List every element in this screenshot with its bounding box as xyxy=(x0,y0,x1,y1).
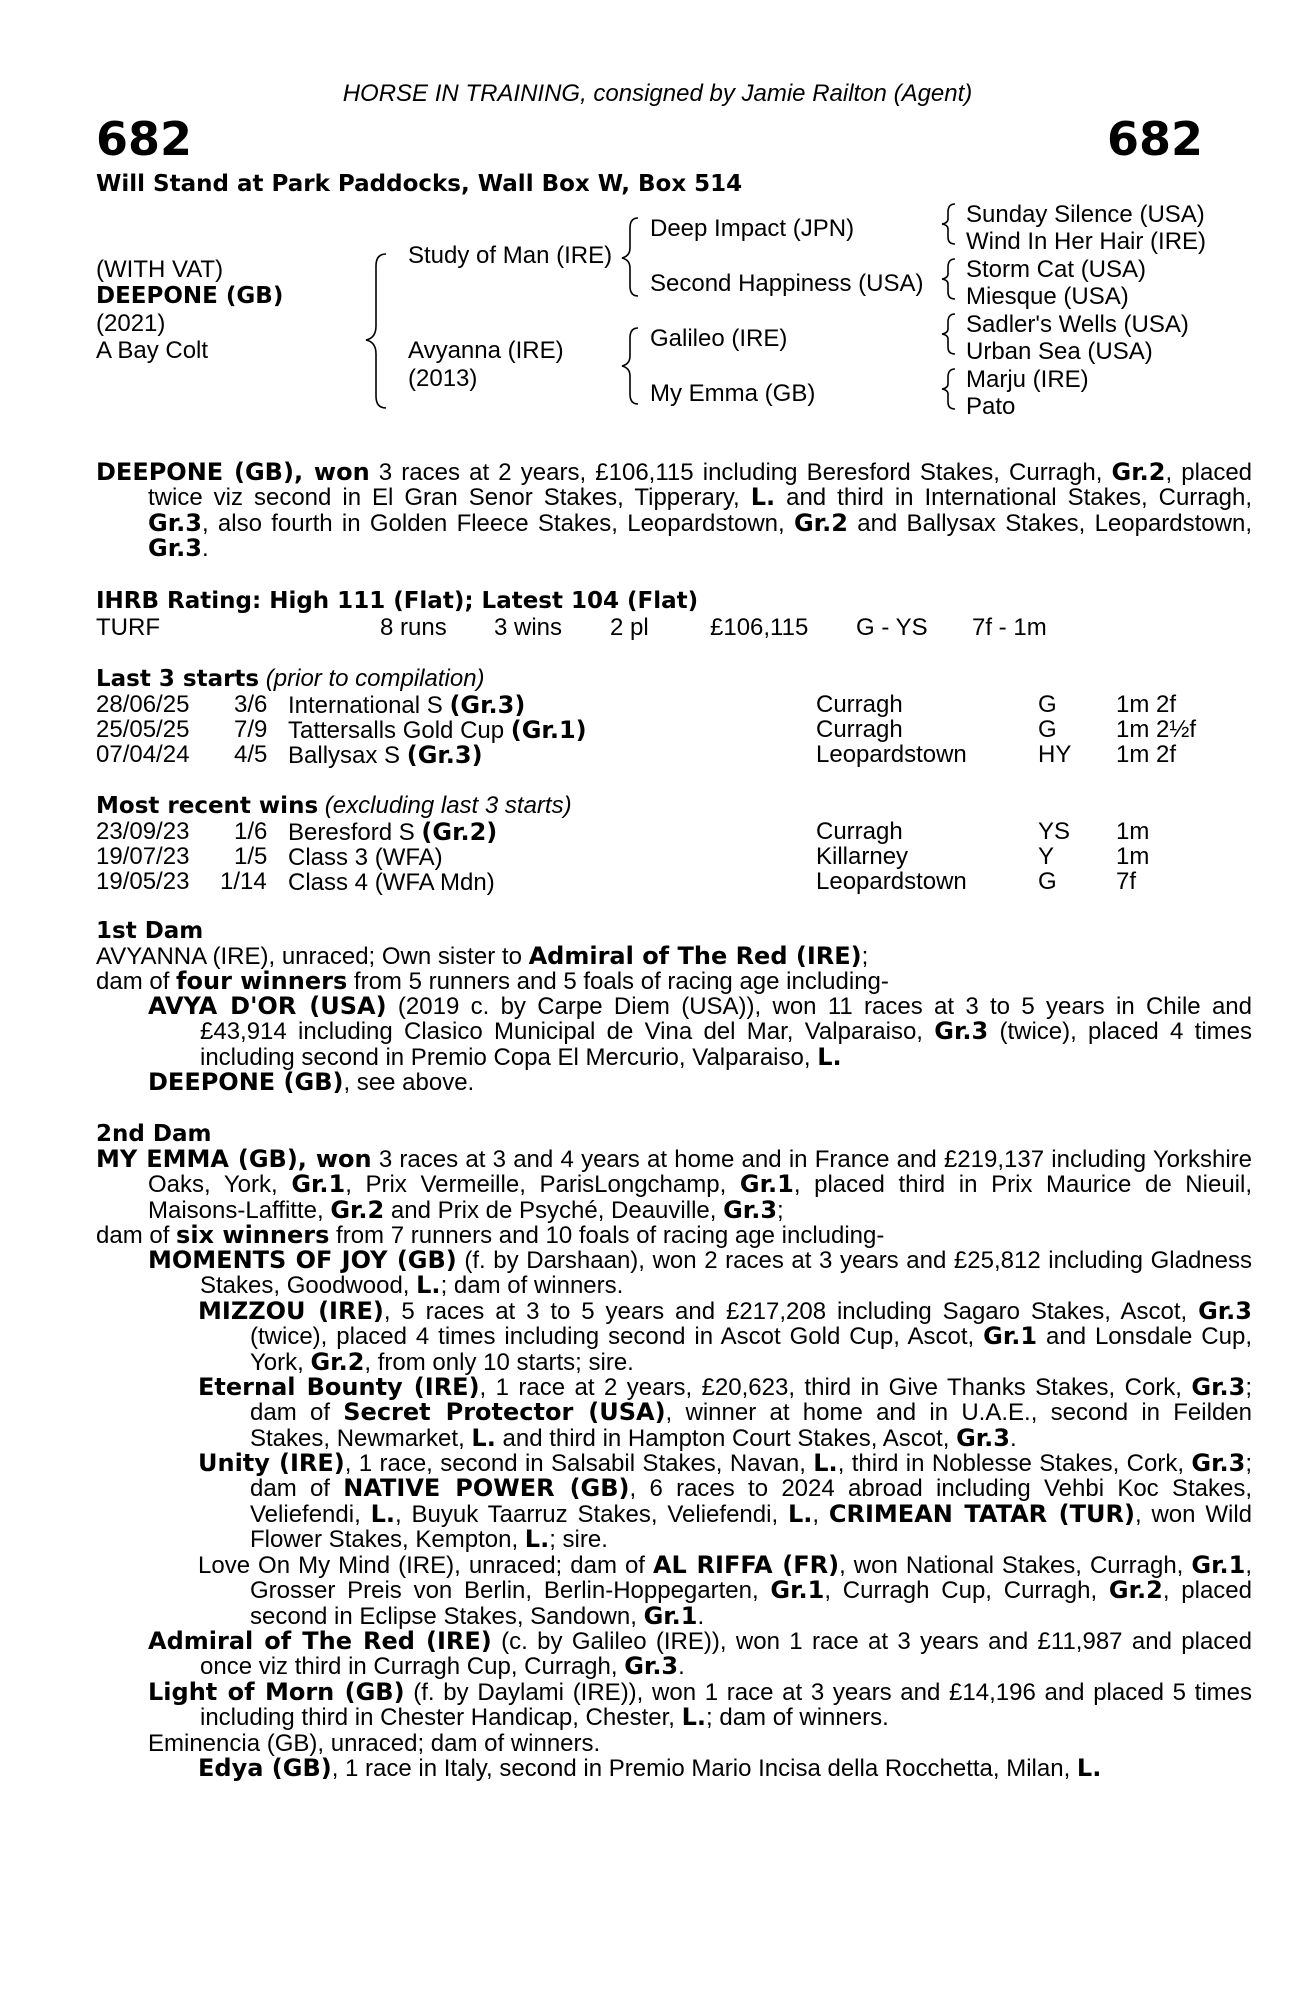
entry-text: ; sire. xyxy=(549,1526,608,1554)
horse-name: Edya (GB) xyxy=(198,1754,332,1782)
first-dam-produce-line xyxy=(96,969,889,994)
horse-description: A Bay Colt xyxy=(96,337,209,364)
produce-entry xyxy=(148,1070,474,1095)
sire-dam: Second Happiness (USA) xyxy=(650,270,924,297)
entry-text: (f. by Daylami (IRE)), won 1 race at 3 years and £14,196 and placed 5 times including third in Chester Handicap, Chester, xyxy=(200,1679,1253,1732)
lot-number-left: 682 xyxy=(96,112,193,166)
grade-label: Gr.2 xyxy=(1111,458,1166,486)
cell-position: 1/14 xyxy=(220,868,267,895)
grade-label: Gr.3 xyxy=(148,534,202,563)
dam-text: from 5 runners and 5 foals of racing age including- xyxy=(347,968,889,995)
grade-label: L. xyxy=(813,1449,838,1477)
section-heading: Last 3 starts xyxy=(96,666,260,692)
second-dam-heading: 2nd Dam xyxy=(96,1121,212,1147)
grade-label: L. xyxy=(681,1703,707,1732)
cell-going: G xyxy=(1038,716,1057,743)
race-name: Tattersalls Gold Cup xyxy=(288,717,511,744)
gen3-6: Urban Sea (USA) xyxy=(966,338,1153,365)
produce-entry xyxy=(198,1756,1101,1781)
entry-text: , Buyuk Taarruz Stakes, Veliefendi, xyxy=(395,1500,788,1528)
rating-surface: TURF xyxy=(96,614,160,641)
race-name: Ballysax S xyxy=(288,742,407,769)
summary-text: , placed twice viz second in El Gran Senor Stakes, Tipperary, xyxy=(148,459,1253,512)
race-grade: (Gr.3) xyxy=(406,741,483,769)
gen3-4: Miesque (USA) xyxy=(966,283,1129,310)
grade-label: Gr.3 xyxy=(148,508,202,537)
cell-position: 1/5 xyxy=(234,843,268,870)
grade-label: Gr.1 xyxy=(770,1576,825,1605)
entry-text: . xyxy=(1010,1424,1017,1452)
rating-wins: 3 wins xyxy=(494,614,563,641)
horse-year: (2021) xyxy=(96,310,166,337)
grade-label: Gr.3 xyxy=(624,1652,679,1681)
cell-course: Curragh xyxy=(816,716,903,743)
gen3-3: Storm Cat (USA) xyxy=(966,256,1147,283)
horse-name: MOMENTS OF JOY (GB) xyxy=(148,1246,457,1274)
grade-label: L. xyxy=(817,1042,842,1071)
cell-going: YS xyxy=(1038,818,1071,845)
summary-text: . xyxy=(201,535,209,563)
entry-text: , from only 10 starts; sire. xyxy=(364,1348,634,1376)
cell-date: 19/05/23 xyxy=(96,868,190,895)
race-name: International S xyxy=(288,692,450,719)
grade-label: L. xyxy=(370,1499,396,1528)
produce-entry xyxy=(148,994,1252,1070)
horse-name: Light of Morn (GB) xyxy=(148,1678,405,1706)
entry-text: , Grosser Preis von Berlin, Berlin-Hoppegarten, xyxy=(250,1552,1252,1605)
entry-text: ; dam of xyxy=(250,1450,1252,1503)
summary-horse-name: DEEPONE (GB) xyxy=(96,458,294,486)
race-name: Class 4 (WFA Mdn) xyxy=(288,869,495,896)
entry-text: and Prix de Psyché, Deauville, xyxy=(384,1196,724,1224)
entry-text: , placed third in Prix Maurice de Nieuil, Maisons-Laffitte, xyxy=(148,1171,1253,1224)
race-name: Beresford S xyxy=(288,819,422,846)
produce-entry xyxy=(198,1553,1252,1629)
grade-label: Gr.2 xyxy=(330,1195,385,1224)
entry-text: , 1 race, second in Salsabil Stakes, Navan, xyxy=(344,1450,814,1477)
cell-race xyxy=(288,868,495,897)
cell-date: 28/06/25 xyxy=(96,691,190,718)
rating-heading: IHRB Rating: High 111 (Flat); Latest 104 (Flat) xyxy=(96,588,699,614)
cell-date: 19/07/23 xyxy=(96,843,190,870)
entry-text: and third in Hampton Court Stakes, Ascot, xyxy=(495,1424,957,1452)
horse-name: AVYA D'OR (USA) xyxy=(148,992,387,1020)
dam-text: from 7 runners and 10 foals of racing age including- xyxy=(329,1222,885,1249)
horse-name: Secret Protector (USA) xyxy=(343,1398,666,1427)
entry-text: , third in Noblesse Stakes, Cork, xyxy=(837,1450,1192,1477)
race-grade: (Gr.3) xyxy=(449,691,526,719)
first-dam-heading: 1st Dam xyxy=(96,918,204,944)
entry-text: Love On My Mind (IRE), unraced; dam of xyxy=(198,1552,653,1579)
cell-position: 4/5 xyxy=(234,741,268,768)
grade-label: Gr.1 xyxy=(643,1601,698,1630)
entry-text: , won National Stakes, Curragh, xyxy=(839,1552,1192,1579)
entry-text: , 6 races to 2024 abroad including Vehbi Koc Stakes, Veliefendi, xyxy=(250,1475,1252,1528)
race-grade: (Gr.1) xyxy=(510,716,587,744)
rating-placed: 2 pl xyxy=(610,614,649,641)
horse-name: DEEPONE (GB) xyxy=(148,1068,344,1096)
entry-text: ; xyxy=(777,1196,784,1224)
recent-wins-heading xyxy=(96,793,572,819)
summary-won: , won xyxy=(293,458,370,486)
cell-position: 7/9 xyxy=(234,716,268,743)
dam-text: dam of xyxy=(96,968,177,995)
cell-going: G xyxy=(1038,868,1057,895)
rating-earnings: £106,115 xyxy=(710,614,809,641)
entry-text: , 5 races at 3 to 5 years and £217,208 including Sagaro Stakes, Ascot, xyxy=(383,1298,1199,1325)
produce-entry xyxy=(198,1299,1252,1375)
section-note: (excluding last 3 starts) xyxy=(318,792,572,819)
cell-distance: 1m 2½f xyxy=(1116,716,1197,743)
dam-dam: My Emma (GB) xyxy=(650,380,816,407)
cell-distance: 1m xyxy=(1116,818,1150,845)
entry-text: 3 races at 3 and 4 years at home and in France and £219,137 including Yorkshire Oaks, York, xyxy=(148,1146,1253,1199)
cell-course: Leopardstown xyxy=(816,741,967,768)
grade-label: Gr.2 xyxy=(1108,1576,1163,1605)
grade-label: Gr.2 xyxy=(310,1347,365,1376)
produce-entry xyxy=(198,1451,1252,1553)
cell-distance: 1m xyxy=(1116,843,1150,870)
cell-course: Leopardstown xyxy=(816,868,967,895)
first-dam-line xyxy=(96,944,868,969)
cell-going: HY xyxy=(1038,741,1072,768)
grade-label: Gr.3 xyxy=(1191,1449,1246,1477)
horse-name: AL RIFFA (FR) xyxy=(652,1551,840,1579)
entry-text: ; dam of winners. xyxy=(440,1272,624,1300)
horse-name: CRIMEAN TATAR (TUR) xyxy=(828,1499,1135,1528)
entry-text: and Lonsdale Cup, York, xyxy=(250,1323,1252,1376)
sire-sire: Deep Impact (JPN) xyxy=(650,215,855,242)
grade-label: L. xyxy=(787,1499,813,1528)
horse-name: Admiral of The Red (IRE) xyxy=(528,942,862,970)
second-dam-produce-line xyxy=(96,1223,884,1248)
grade-label: Gr.1 xyxy=(739,1170,794,1199)
horse-name: Eternal Bounty (IRE) xyxy=(198,1373,480,1401)
dam-text: AVYANNA (IRE), unraced; Own sister to xyxy=(96,943,529,970)
race-grade: (Gr.2) xyxy=(421,818,498,846)
cell-distance: 7f xyxy=(1116,868,1137,895)
cell-race xyxy=(288,741,483,770)
grade-label: L. xyxy=(524,1525,550,1554)
consignment-banner: HORSE IN TRAINING, consigned by Jamie Railton (Agent) xyxy=(342,80,973,107)
summary-text: 3 races at 2 years, £106,115 including Beresford Stakes, Curragh, xyxy=(369,459,1112,486)
entry-text: (twice), placed 4 times including second in Ascot Gold Cup, Ascot, xyxy=(250,1323,984,1351)
last3-heading xyxy=(96,666,485,692)
produce-entry: Eminencia (GB), unraced; dam of winners. xyxy=(148,1730,601,1757)
entry-text: , Curragh Cup, Curragh, xyxy=(824,1577,1109,1605)
grade-label: Gr.3 xyxy=(934,1017,989,1046)
second-dam-record xyxy=(96,1147,1252,1223)
grade-label: L. xyxy=(416,1271,441,1300)
grade-label: L. xyxy=(471,1423,496,1452)
produce-entry xyxy=(148,1629,1252,1680)
winner-count: six winners xyxy=(176,1221,330,1249)
cell-course: Killarney xyxy=(816,843,909,870)
cell-date: 23/09/23 xyxy=(96,818,190,845)
entry-text: , 1 race in Italy, second in Premio Mario Incisa della Rocchetta, Milan, xyxy=(331,1755,1077,1782)
grade-label: L. xyxy=(1076,1754,1102,1782)
cell-going: G xyxy=(1038,691,1057,718)
stand-location: Will Stand at Park Paddocks, Wall Box W, Box 514 xyxy=(96,171,743,197)
grade-label: Gr.3 xyxy=(723,1195,778,1224)
winner-count: four winners xyxy=(176,967,348,995)
race-summary xyxy=(96,460,1252,562)
grade-label: Gr.3 xyxy=(1191,1373,1246,1401)
race-name: Class 3 (WFA) xyxy=(288,844,443,871)
entry-text: , see above. xyxy=(343,1069,475,1096)
cell-distance: 1m 2f xyxy=(1116,691,1177,718)
dam-text: ; xyxy=(861,943,869,970)
dam-year: (2013) xyxy=(408,365,478,392)
entry-text: , 1 race at 2 years, £20,623, third in Give Thanks Stakes, Cork, xyxy=(479,1374,1192,1401)
entry-text: . xyxy=(678,1653,685,1681)
entry-text: , won Wild Flower Stakes, Kempton, xyxy=(250,1500,1252,1554)
summary-text: , also fourth in Golden Fleece Stakes, Leopardstown, xyxy=(201,509,794,537)
vat-note: (WITH VAT) xyxy=(96,256,224,283)
produce-entry xyxy=(148,1680,1252,1731)
dam-sire: Galileo (IRE) xyxy=(650,325,788,352)
entry-text: , Prix Vermeille, ParisLongchamp, xyxy=(345,1171,740,1199)
won-label: , won xyxy=(297,1145,372,1173)
dam-text: dam of xyxy=(96,1222,177,1249)
rating-distance: 7f - 1m xyxy=(972,614,1047,641)
entry-text: , xyxy=(812,1500,829,1528)
cell-date: 07/04/24 xyxy=(96,741,190,768)
pedigree-braces xyxy=(0,0,1315,430)
cell-position: 1/6 xyxy=(234,818,268,845)
entry-text: (f. by Darshaan), won 2 races at 3 years and £25,812 including Gladness Stakes, Goodwood, xyxy=(200,1247,1253,1300)
grade-label: Gr.1 xyxy=(1191,1551,1246,1579)
lot-number-right: 682 xyxy=(1106,112,1203,166)
horse-name: Admiral of The Red (IRE) xyxy=(148,1627,492,1655)
summary-text: and third in International Stakes, Curragh, xyxy=(775,484,1252,512)
cell-course: Curragh xyxy=(816,818,903,845)
grade-label: Gr.1 xyxy=(983,1322,1038,1351)
entry-text: (twice), placed 4 times including second in Premio Copa El Mercurio, Valparaiso, xyxy=(200,1018,1252,1071)
rating-going: G - YS xyxy=(856,614,928,641)
entry-text: ; dam of winners. xyxy=(706,1704,889,1732)
produce-entry xyxy=(198,1375,1252,1451)
section-note: (prior to compilation) xyxy=(259,665,485,692)
grade-label: Gr.1 xyxy=(291,1170,346,1199)
grade-label: L. xyxy=(750,483,776,512)
grade-label: Gr.3 xyxy=(1198,1297,1252,1325)
horse-name: NATIVE POWER (GB) xyxy=(343,1474,630,1503)
grade-label: Gr.2 xyxy=(793,508,848,537)
cell-position: 3/6 xyxy=(234,691,268,718)
entry-text: . xyxy=(697,1602,705,1630)
entry-text: (2019 c. by Carpe Diem (USA)), won 11 races at 3 to 5 years in Chile and £43,914 including Clasico Municipal de Vina del Mar, Valparaiso, xyxy=(200,993,1253,1046)
gen3-1: Sunday Silence (USA) xyxy=(966,201,1205,228)
gen3-2: Wind In Her Hair (IRE) xyxy=(966,228,1207,255)
entry-text: (c. by Galileo (IRE)), won 1 race at 3 years and £11,987 and placed once viz third in Curragh Cup, Curragh, xyxy=(200,1628,1252,1681)
section-heading: Most recent wins xyxy=(96,793,319,819)
gen3-5: Sadler's Wells (USA) xyxy=(966,311,1189,338)
cell-going: Y xyxy=(1038,843,1055,870)
cell-date: 25/05/25 xyxy=(96,716,190,743)
entry-text: , placed second in Eclipse Stakes, Sandown, xyxy=(250,1577,1252,1630)
horse-name: MY EMMA (GB) xyxy=(96,1145,298,1173)
entry-text: , winner at home and in U.A.E., second in Feilden Stakes, Newmarket, xyxy=(250,1399,1252,1452)
produce-entry xyxy=(148,1248,1252,1299)
horse-name: MIZZOU (IRE) xyxy=(198,1297,384,1325)
gen3-8: Pato xyxy=(966,393,1016,420)
cell-distance: 1m 2f xyxy=(1116,741,1177,768)
rating-runs: 8 runs xyxy=(380,614,447,641)
entry-text: ; dam of xyxy=(250,1374,1252,1427)
dam: Avyanna (IRE) xyxy=(408,337,564,364)
summary-text: and Ballysax Stakes, Leopardstown, xyxy=(847,509,1253,537)
grade-label: Gr.3 xyxy=(956,1423,1010,1452)
horse-name: Unity (IRE) xyxy=(198,1449,345,1477)
gen3-7: Marju (IRE) xyxy=(966,366,1089,393)
horse-name: DEEPONE (GB) xyxy=(96,283,284,309)
sire: Study of Man (IRE) xyxy=(408,242,613,269)
cell-course: Curragh xyxy=(816,691,903,718)
